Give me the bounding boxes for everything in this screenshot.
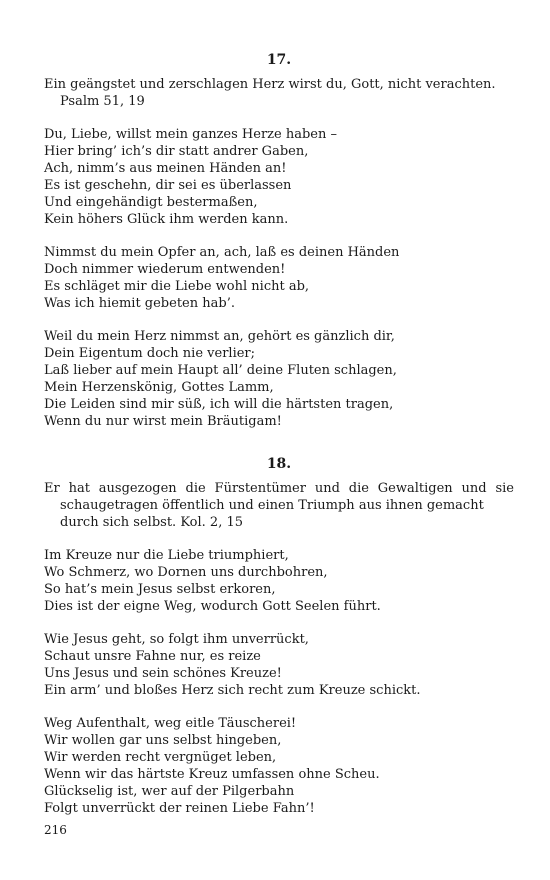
- stanza: [44, 632, 514, 700]
- verse-line: Du, Liebe, willst mein ganzes Herze haben –: [44, 127, 337, 142]
- verse-line: Schaut unsre Fahne nur, es reize: [44, 648, 261, 664]
- verse-line: Wie Jesus geht, so folgt ihm unverrückt,: [44, 632, 309, 647]
- poem-number: 17.: [266, 52, 292, 68]
- verse-line: Was ich hiemit gebeten hab’.: [44, 295, 235, 311]
- verse-line: Hier bring’ ich’s dir statt andrer Gaben,: [44, 143, 309, 159]
- motto-reference: durch sich selbst. Kol. 2, 15: [60, 514, 244, 530]
- verse-line: Weg Aufenthalt, weg eitle Täuscherei!: [44, 716, 297, 731]
- verse-line: Wo Schmerz, wo Dornen uns durchbohren,: [44, 564, 328, 580]
- poem-section-17: [44, 52, 514, 69]
- poem-number: 18.: [266, 456, 292, 472]
- verse-line: Es schläget mir die Liebe wohl nicht ab,: [44, 278, 310, 294]
- verse-line: Dies ist der eigne Weg, wodurch Gott Seelen führt.: [44, 598, 381, 614]
- stanza: [44, 127, 514, 228]
- verse-line: Dein Eigentum doch nie verlier;: [44, 345, 256, 361]
- page-number: 216: [44, 823, 67, 837]
- verse-line: Kein höhers Glück ihm werden kann.: [44, 211, 289, 227]
- poem-section-18: [44, 456, 514, 473]
- verse-line: Im Kreuze nur die Liebe triumphiert,: [44, 548, 289, 563]
- motto-line: Ein geängstet und zerschlagen Herz wirst du, Gott, nicht verachten.: [44, 77, 496, 92]
- verse-line: Uns Jesus und sein schönes Kreuze!: [44, 665, 282, 681]
- verse-line: Mein Herzenskönig, Gottes Lamm,: [44, 379, 274, 395]
- verse-line: Ach, nimm’s aus meinen Händen an!: [44, 160, 287, 176]
- verse-line: Wenn wir das härtste Kreuz umfassen ohne Scheu.: [44, 766, 380, 782]
- verse-line: Und eingehändigt bestermaßen,: [44, 194, 258, 210]
- verse-line: Wenn du nur wirst mein Bräutigam!: [44, 413, 282, 429]
- stanza: [44, 245, 514, 313]
- verse-line: Ein arm’ und bloßes Herz sich recht zum Kreuze schickt.: [44, 682, 421, 698]
- verse-line: Laß lieber auf mein Haupt all’ deine Fluten schlagen,: [44, 362, 397, 378]
- verse-line: So hat’s mein Jesus selbst erkoren,: [44, 581, 276, 597]
- motto-line: Er hat ausgezogen die Fürstentümer und die Gewaltigen und sie: [44, 481, 514, 496]
- stanza: [44, 548, 514, 616]
- motto-reference: Psalm 51, 19: [60, 93, 145, 109]
- verse-line: Weil du mein Herz nimmst an, gehört es gänzlich dir,: [44, 329, 395, 344]
- verse-line: Nimmst du mein Opfer an, ach, laß es deinen Händen: [44, 245, 400, 260]
- verse-line: Es ist geschehn, dir sei es überlassen: [44, 177, 292, 193]
- verse-line: Folgt unverrückt der reinen Liebe Fahn’!: [44, 800, 315, 816]
- verse-line: Die Leiden sind mir süß, ich will die härtsten tragen,: [44, 396, 394, 412]
- motto-line: schaugetragen öffentlich und einen Triumph aus ihnen gemacht: [60, 497, 484, 513]
- poem-motto: [44, 77, 514, 111]
- verse-line: Wir wollen gar uns selbst hingeben,: [44, 732, 282, 748]
- poem-motto: [44, 481, 514, 532]
- stanza: [44, 716, 514, 817]
- stanza: [44, 329, 514, 430]
- verse-line: Glückselig ist, wer auf der Pilgerbahn: [44, 783, 295, 799]
- verse-line: Doch nimmer wiederum entwenden!: [44, 261, 286, 277]
- verse-line: Wir werden recht vergnüget leben,: [44, 749, 277, 765]
